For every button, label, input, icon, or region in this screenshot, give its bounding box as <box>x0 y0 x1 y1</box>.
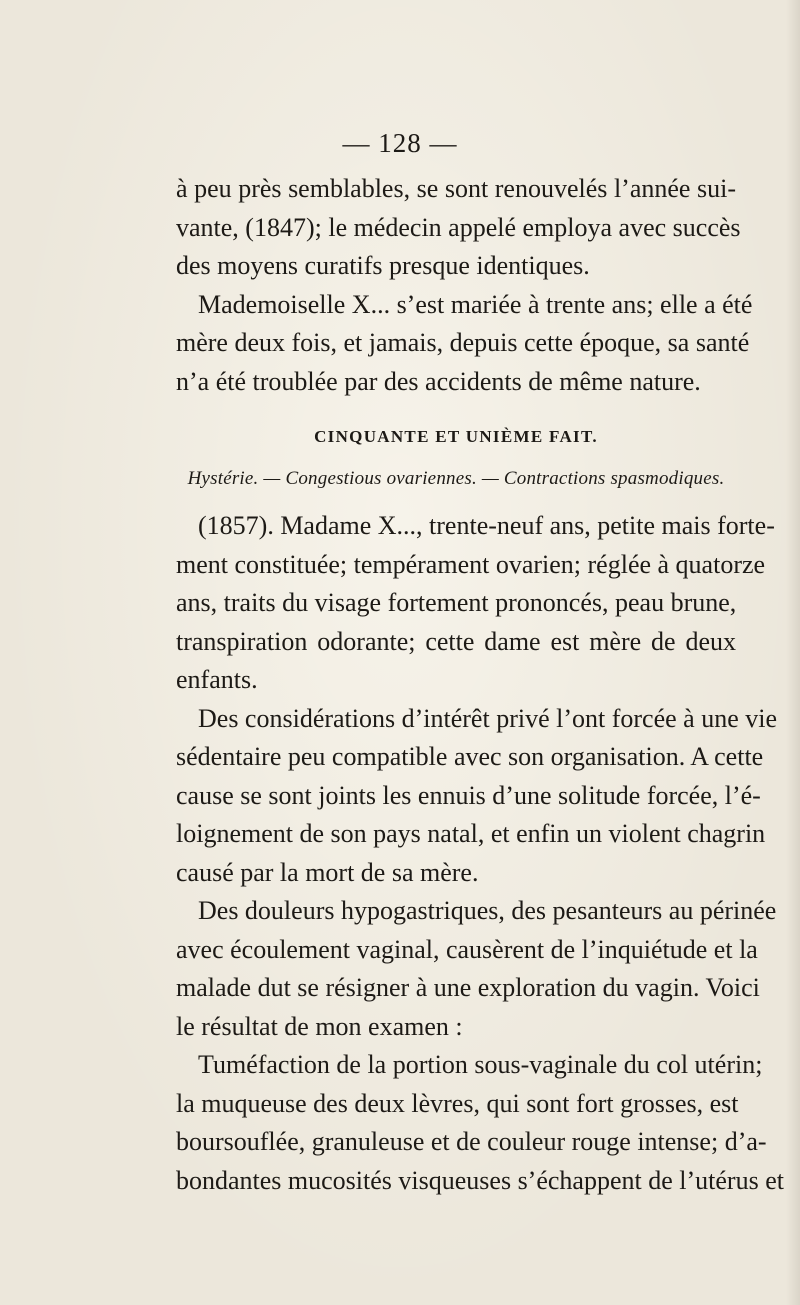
body-text <box>176 170 784 1200</box>
text-line: sédentaire peu compatible avec son organisation. A cette <box>176 742 764 771</box>
text-line: loignement de son pays natal, et enfin un violent chagrin <box>176 819 766 848</box>
text-line: la muqueuse des deux lèvres, qui sont fort grosses, est <box>176 1088 739 1118</box>
paragraph <box>176 170 741 286</box>
text-line: Mademoiselle X... s’est mariée à trente ans; elle a été <box>198 289 753 319</box>
text-line: mère deux fois, et jamais, depuis cette époque, sa santé <box>176 328 750 357</box>
text-line: des moyens curatifs presque identiques. <box>176 251 590 280</box>
text-line: Des considérations d’intérêt privé l’ont forcée à une vie <box>198 703 777 733</box>
text-line: transpiration odorante; cette dame est mère de deux <box>176 626 736 656</box>
page-edge-shadow <box>786 0 800 1305</box>
text-line: à peu près semblables, se sont renouvelés l’année sui- <box>176 174 736 203</box>
section-heading: CINQUANTE ET UNIÈME FAIT. <box>314 427 598 446</box>
text-line: cause se sont joints les ennuis d’une solitude forcée, l’é- <box>176 780 761 810</box>
section-subheading: Hystérie. — Congestious ovariennes. — Contractions spasmodiques. <box>187 468 725 489</box>
text-line: ans, traits du visage fortement prononcés, peau brune, <box>176 588 737 617</box>
paragraph <box>176 700 777 893</box>
text-line: malade dut se résigner à une exploration du vagin. Voici <box>176 973 760 1002</box>
text-line: avec écoulement vaginal, causèrent de l’inquiétude et la <box>176 934 758 964</box>
paragraph <box>176 286 753 402</box>
page-number: — 128 — <box>342 128 458 158</box>
text-line: bondantes mucosités visqueuses s’échappent de l’utérus et <box>176 1165 784 1195</box>
text-line: n’a été troublée par des accidents de même nature. <box>176 366 701 396</box>
text-line: le résultat de mon examen : <box>176 1011 463 1041</box>
text-line: Tuméfaction de la portion sous-vaginale du col utérin; <box>198 1050 763 1079</box>
text-line: Des douleurs hypogastriques, des pesanteurs au périnée <box>198 896 777 925</box>
text-line: boursouflée, granuleuse et de couleur rouge intense; d’a- <box>176 1127 767 1156</box>
text-line: (1857). Madame X..., trente-neuf ans, petite mais forte- <box>198 511 775 540</box>
text-line: causé par la mort de sa mère. <box>176 857 479 887</box>
paragraph <box>176 507 775 700</box>
text-line: ment constituée; tempérament ovarien; réglée à quatorze <box>176 549 766 579</box>
paragraph <box>176 1046 784 1200</box>
paragraph <box>176 892 777 1046</box>
text-line: vante, (1847); le médecin appelé employa avec succès <box>176 212 741 242</box>
text-line: enfants. <box>176 665 258 694</box>
